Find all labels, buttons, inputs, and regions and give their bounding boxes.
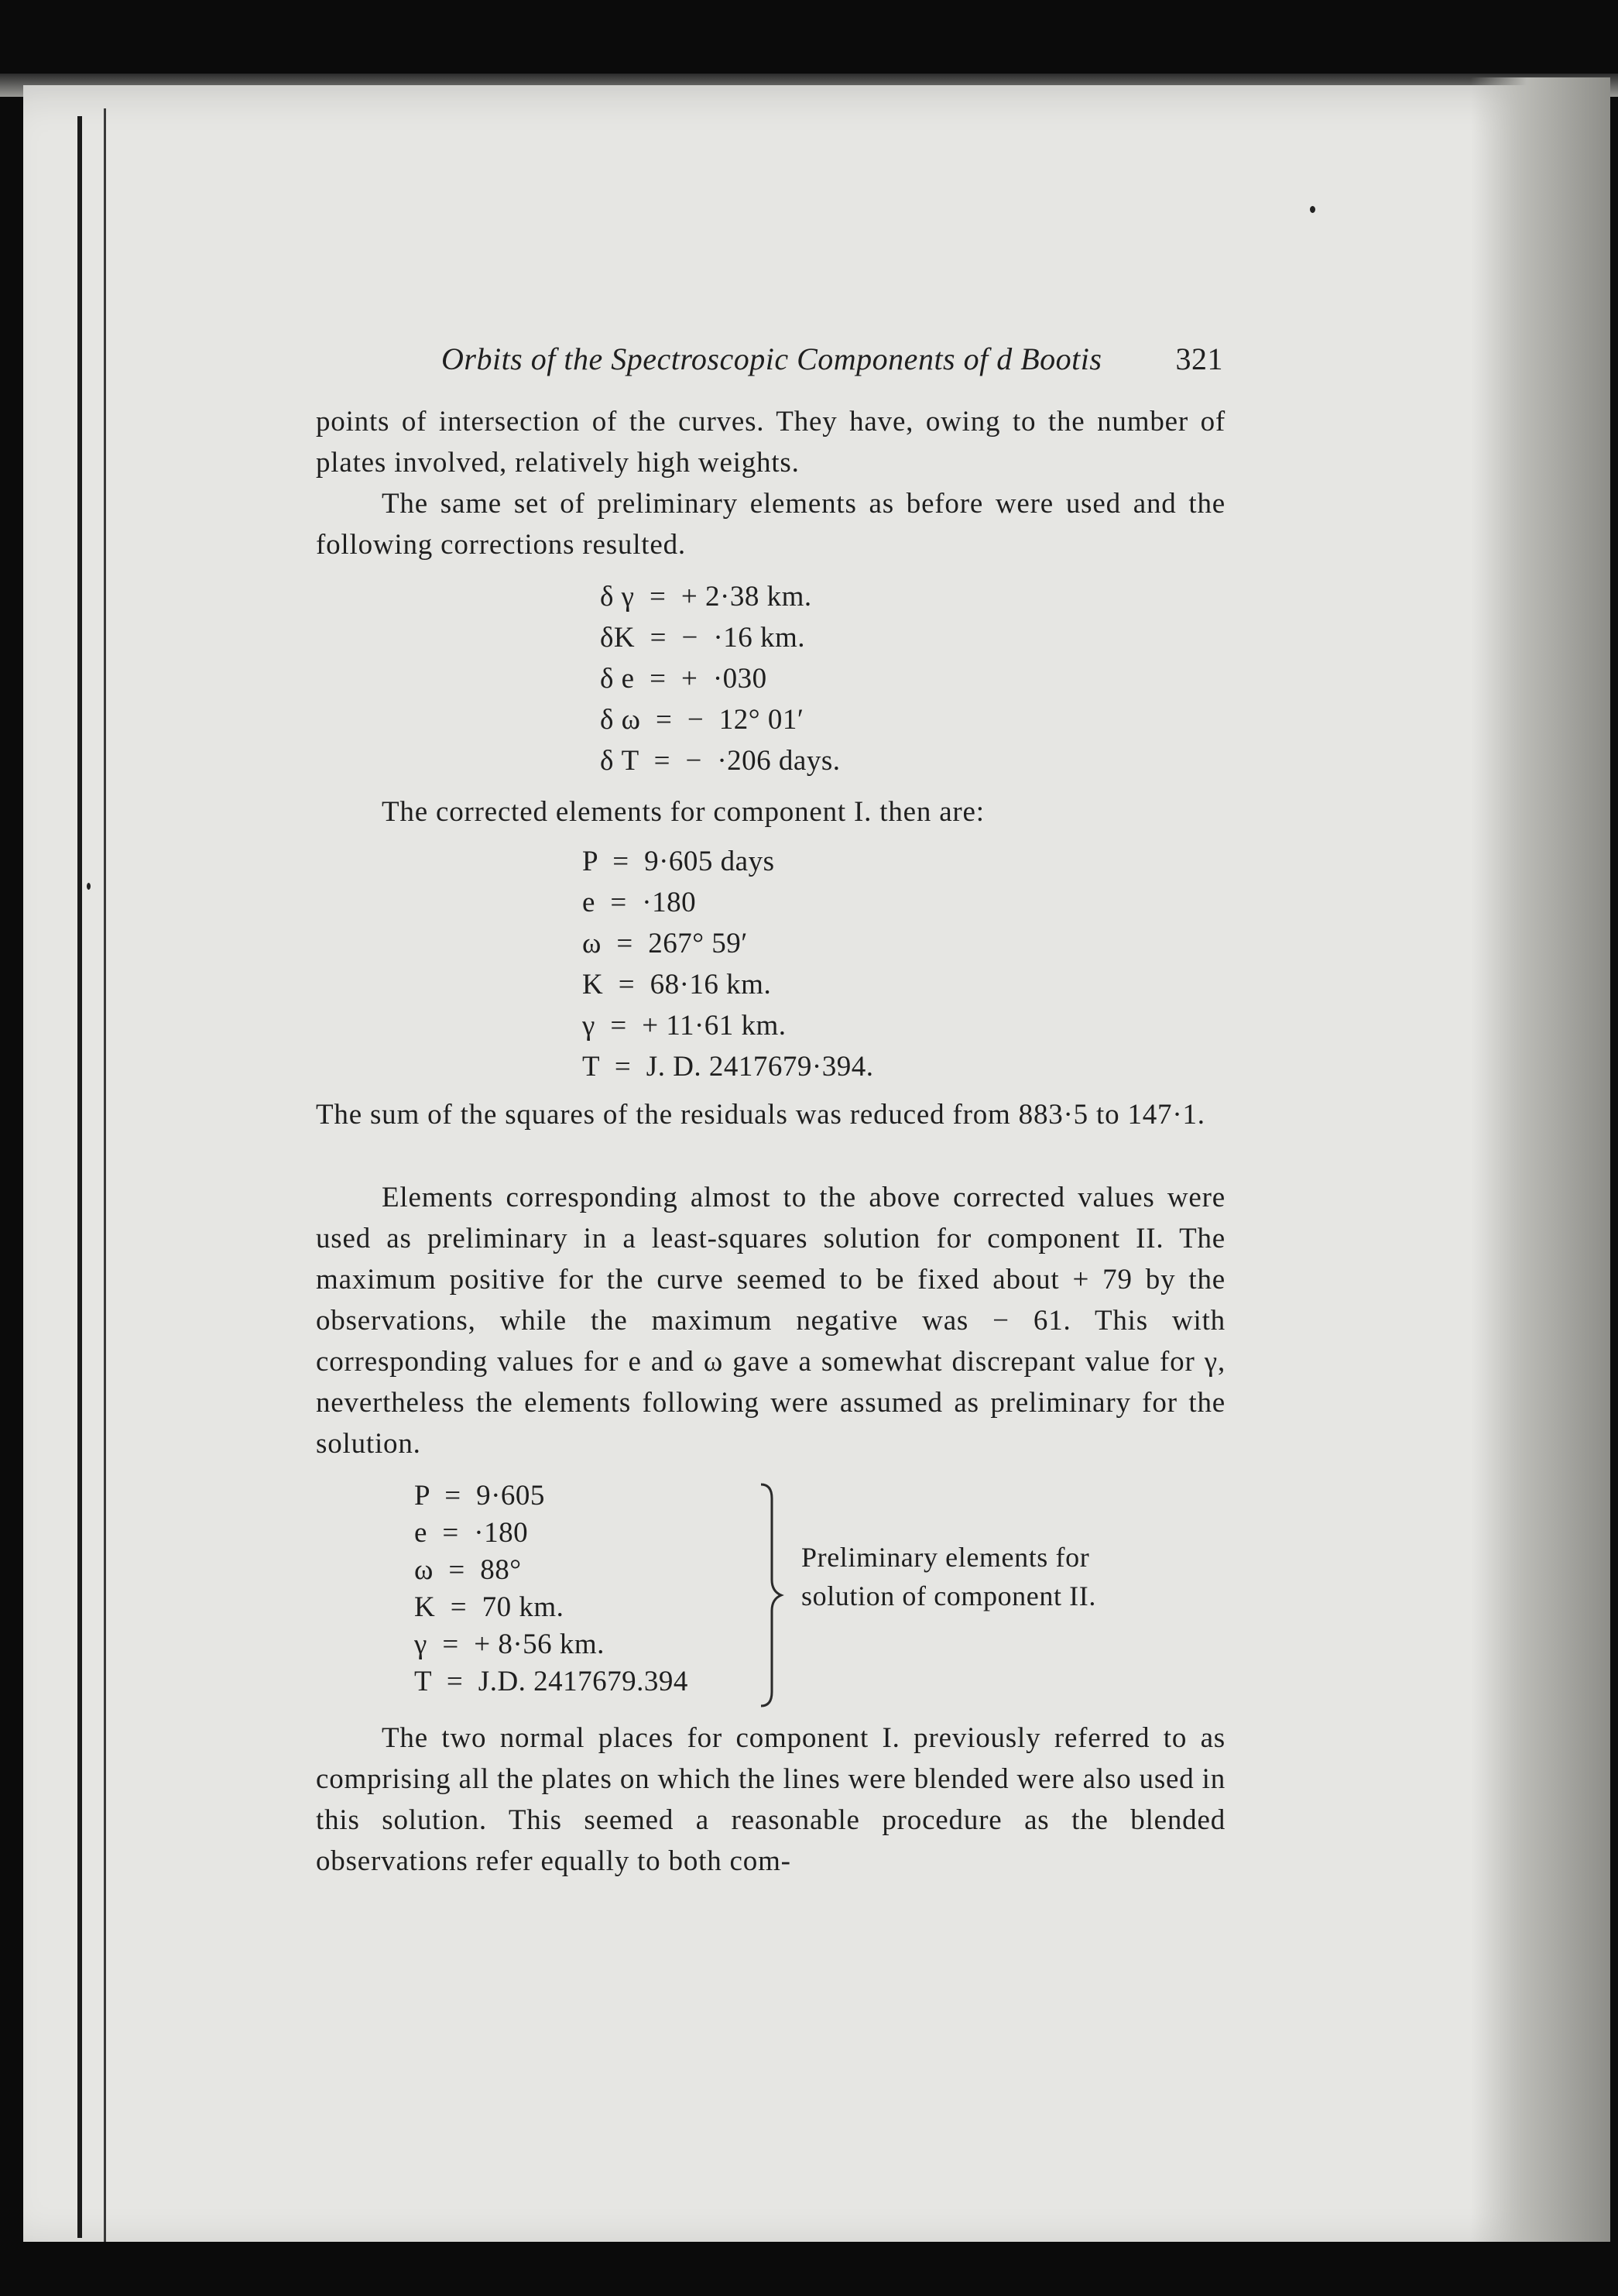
element-row: K = 68·16 km. bbox=[582, 969, 772, 1000]
page-number: 321 bbox=[1175, 341, 1223, 376]
element-row: ω = 88° bbox=[414, 1554, 522, 1586]
element-row: γ = + 8·56 km. bbox=[414, 1628, 605, 1660]
correction-row: δ γ = + 2·38 km. bbox=[600, 581, 812, 613]
paragraph-2 bbox=[316, 483, 1225, 565]
paragraph-text: The sum of the squares of the residuals was reduced from 883·5 to 147·1. bbox=[316, 1099, 1205, 1131]
page-edge-shadow bbox=[1471, 77, 1610, 2261]
running-head bbox=[441, 341, 1223, 377]
correction-row: δ ω = − 12° 01′ bbox=[600, 704, 804, 736]
element-row: γ = + 11·61 km. bbox=[582, 1010, 787, 1042]
element-row: P = 9·605 days bbox=[582, 846, 775, 877]
paragraph-text: The same set of preliminary elements as before were used and the following corrections resulted. bbox=[316, 488, 1225, 561]
paragraph-6 bbox=[316, 1718, 1225, 1882]
running-head-title: Orbits of the Spectroscopic Components of d Bootis bbox=[441, 341, 1102, 376]
paragraph-1 bbox=[316, 401, 1225, 483]
element-row: e = ·180 bbox=[414, 1517, 529, 1549]
paragraph-5 bbox=[316, 1177, 1225, 1464]
corrected-elements-block bbox=[582, 841, 874, 1087]
paragraph-text: The corrected elements for component I. then are: bbox=[382, 796, 985, 828]
correction-row: δ T = − ·206 days. bbox=[600, 745, 841, 777]
element-row: P = 9·605 bbox=[414, 1480, 545, 1512]
paragraph-text: points of intersection of the curves. They have, owing to the number of plates involved, relatively high weights. bbox=[316, 406, 1225, 479]
paragraph-3 bbox=[316, 791, 1225, 832]
element-row: e = ·180 bbox=[582, 887, 697, 918]
scan-speck bbox=[1310, 206, 1315, 213]
element-row: K = 70 km. bbox=[414, 1591, 564, 1623]
element-row: T = J.D. 2417679.394 bbox=[414, 1666, 688, 1697]
correction-row: δ e = + ·030 bbox=[600, 663, 767, 695]
scan-speck bbox=[87, 883, 91, 890]
gutter-line-inner bbox=[104, 108, 106, 2246]
paragraph-text: Elements corresponding almost to the above corrected values were used as preliminary in a least-squares solution for component II. The maximum positive for the curve seemed to be fixed about + 79 by the observations, while the maximum negative was − 61. This with corresponding values for e and ω gave a somewhat discrepant value for γ, nevertheless the elements following were assumed as preliminary for the solution. bbox=[316, 1182, 1225, 1460]
corrections-block bbox=[600, 576, 841, 781]
element-row: ω = 267° 59′ bbox=[582, 928, 748, 959]
scan-bottom-edge bbox=[0, 2242, 1618, 2296]
paragraph-4 bbox=[316, 1094, 1225, 1135]
correction-row: δK = − ·16 km. bbox=[600, 622, 805, 654]
paragraph-text: The two normal places for component I. previously referred to as comprising all the plates on which the lines were blended were also used in this solution. This seemed a reasonable procedure as the blended observations refer equally to both com- bbox=[316, 1722, 1225, 1877]
curly-brace bbox=[755, 1483, 786, 1707]
gutter-line bbox=[77, 116, 82, 2238]
element-row: T = J. D. 2417679·394. bbox=[582, 1051, 874, 1083]
preliminary-elements-block bbox=[414, 1477, 688, 1701]
preliminary-note: Preliminary elements for solution of component II. bbox=[801, 1542, 1096, 1611]
